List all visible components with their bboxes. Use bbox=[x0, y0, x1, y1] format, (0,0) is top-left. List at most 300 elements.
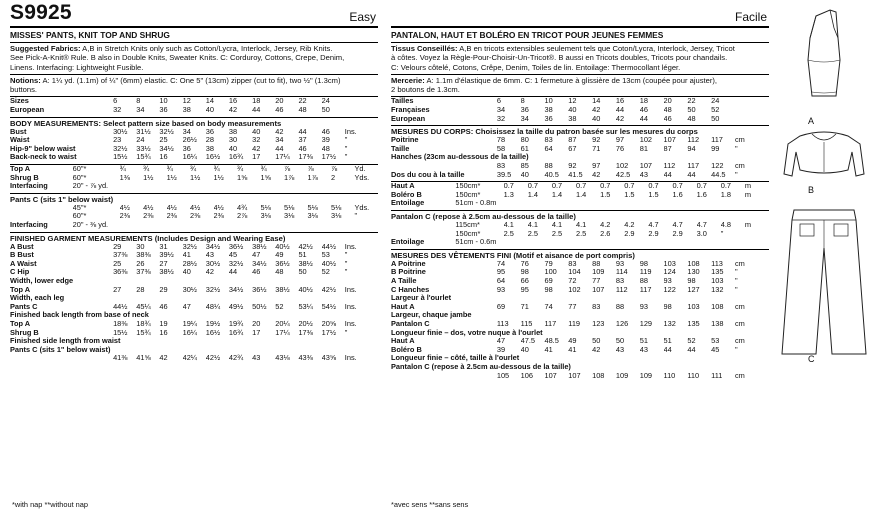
cell-value: 38½ bbox=[252, 242, 267, 251]
cell-value: 18 bbox=[639, 97, 648, 106]
cell-value: ⅞ bbox=[307, 165, 314, 174]
text-line-label: Mercerie: bbox=[391, 75, 425, 85]
cell-value: 42 bbox=[615, 114, 625, 123]
cell-value: 12 bbox=[568, 97, 577, 106]
cell-value: 0.7 bbox=[648, 182, 659, 191]
cell-value: 114 bbox=[615, 268, 628, 277]
cell-value: 150cm* bbox=[455, 229, 481, 238]
row-label: Hip-9" below waist bbox=[10, 144, 76, 153]
table-row bbox=[391, 277, 769, 286]
cell-value: " bbox=[344, 251, 348, 260]
cell-value bbox=[745, 238, 769, 247]
cell-value: 44 bbox=[228, 268, 238, 277]
cell-value bbox=[307, 221, 330, 230]
english-footnote: *with nap **without nap bbox=[12, 500, 89, 509]
cell-value: 34 bbox=[520, 114, 529, 123]
table-row bbox=[391, 238, 769, 247]
cell-value: 79 bbox=[544, 259, 553, 268]
cell-value: 36 bbox=[544, 114, 553, 123]
cell-value: 105 bbox=[496, 371, 510, 380]
cell-value: 3⅛ bbox=[283, 212, 295, 221]
cell-value: 49 bbox=[568, 337, 577, 346]
cell-value: cm bbox=[734, 371, 745, 380]
cell-value: 41 bbox=[568, 345, 577, 354]
cell-value: 117 bbox=[544, 319, 557, 328]
cell-value: cm bbox=[734, 337, 745, 346]
cell-value: 47 bbox=[252, 251, 261, 260]
cell-value: 69 bbox=[544, 276, 553, 285]
cell-value bbox=[721, 199, 745, 208]
cell-value: 16¾ bbox=[228, 328, 244, 337]
row-label: Françaises bbox=[391, 106, 430, 115]
cell-value: 43⅛ bbox=[275, 354, 290, 363]
cell-value: 16 bbox=[228, 97, 238, 106]
cell-value: 44 bbox=[298, 127, 307, 136]
row-label: Tailles bbox=[391, 97, 414, 106]
cell-value: 50 bbox=[321, 106, 330, 115]
text-line bbox=[391, 85, 769, 94]
table-row bbox=[10, 165, 378, 174]
cell-value: 32½ bbox=[205, 285, 221, 294]
cell-value: 93 bbox=[496, 285, 506, 294]
row-label: Entoilage bbox=[391, 199, 425, 208]
cell-value: 61 bbox=[520, 144, 529, 153]
cell-value: 50½ bbox=[252, 302, 267, 311]
cell-value: 26 bbox=[136, 259, 145, 268]
cell-value bbox=[745, 199, 769, 208]
cell-value: 32½ bbox=[228, 259, 244, 268]
cell-value: 31½ bbox=[136, 127, 151, 136]
cell-value: 1⅝ bbox=[260, 173, 271, 182]
text-line-content: buttons. bbox=[10, 85, 38, 95]
cell-value: 45¼ bbox=[136, 302, 151, 311]
cell-value: 88 bbox=[615, 302, 625, 311]
cell-value: 83 bbox=[496, 162, 506, 171]
cell-value: 15¾ bbox=[136, 328, 151, 337]
cell-value: Ins. bbox=[344, 242, 357, 251]
cell-value: 2.5 bbox=[503, 229, 514, 238]
row-label: Finished back length from base of neck bbox=[10, 310, 149, 320]
french-header bbox=[391, 4, 769, 28]
cell-value: " bbox=[354, 212, 358, 221]
cell-value: 41 bbox=[544, 345, 553, 354]
cell-value: 2⅜ bbox=[213, 212, 224, 221]
notions-block bbox=[10, 74, 378, 95]
cell-value bbox=[237, 182, 260, 191]
cell-value: 74 bbox=[496, 259, 506, 268]
cell-value: 4.8 bbox=[720, 221, 732, 230]
cell-value: 2 bbox=[330, 173, 336, 182]
cell-value: 4.7 bbox=[672, 221, 683, 230]
french-pants-yardage-heading: Pantalon C (repose à 2.5cm au-dessous de la taille) bbox=[391, 210, 769, 221]
cell-value: 48¼ bbox=[205, 302, 221, 311]
cell-value: 43⅝ bbox=[321, 354, 336, 363]
cell-value: 39 bbox=[496, 345, 506, 354]
cell-value: " bbox=[734, 276, 738, 285]
text-line-label: Suggested Fabrics: bbox=[10, 44, 81, 53]
cell-value: 30½ bbox=[182, 285, 197, 294]
cell-value: 34 bbox=[136, 106, 145, 115]
cell-value: 53 bbox=[711, 337, 720, 346]
cell-value: 103 bbox=[687, 302, 700, 311]
cell-value: 44½ bbox=[113, 302, 128, 311]
cell-value: 95 bbox=[496, 268, 506, 277]
cell-value: 4.1 bbox=[551, 221, 563, 230]
cell-value: 119 bbox=[568, 319, 581, 328]
english-column bbox=[10, 1, 378, 363]
cell-value: 19¾ bbox=[228, 319, 244, 328]
cell-value: Yds. bbox=[354, 203, 370, 212]
cell-value: 0.7 bbox=[600, 182, 611, 191]
cell-value: ⅞ bbox=[330, 165, 338, 174]
table-row bbox=[391, 230, 769, 239]
yardage-top-shrug-table bbox=[10, 165, 378, 191]
cell-value: 6 bbox=[496, 97, 501, 106]
cell-value bbox=[284, 221, 307, 230]
cell-value: 27 bbox=[159, 259, 168, 268]
cell-value: 106 bbox=[520, 371, 533, 380]
cell-value bbox=[624, 238, 648, 247]
cell-value: 17 bbox=[252, 153, 261, 162]
cell-value bbox=[143, 221, 166, 230]
cell-value: 4.2 bbox=[624, 221, 635, 230]
cell-value: 60"* bbox=[72, 165, 87, 174]
cell-value: 123 bbox=[592, 319, 605, 328]
text-line-content: A: 1.1m d'élastique de 6mm. C: 1 fermeture à glissière de 13cm (coupée pour ajuster), bbox=[424, 75, 718, 85]
cell-value bbox=[331, 221, 354, 230]
cell-value: 74 bbox=[544, 302, 553, 311]
cell-value: 0.7 bbox=[551, 182, 563, 191]
table-row bbox=[10, 136, 378, 145]
cell-value: 103 bbox=[663, 259, 676, 268]
shrug-b-illustration bbox=[780, 130, 868, 180]
cell-value: 52 bbox=[711, 106, 720, 115]
cell-value: 20 bbox=[663, 97, 672, 106]
cell-value: Ins. bbox=[344, 319, 357, 328]
row-label: Pants C bbox=[10, 302, 38, 311]
cell-value: 94 bbox=[687, 144, 696, 153]
cell-value: 1.8 bbox=[720, 190, 732, 199]
cell-value: 1⅝ bbox=[237, 173, 248, 182]
cell-value: 92 bbox=[592, 136, 601, 145]
table-row bbox=[10, 153, 378, 162]
cell-value: cm bbox=[734, 259, 745, 268]
text-line bbox=[10, 53, 378, 62]
cell-value: " bbox=[344, 144, 348, 153]
cell-value: 42 bbox=[592, 345, 601, 354]
text-line bbox=[10, 76, 378, 85]
cell-value: 4.1 bbox=[503, 221, 514, 230]
cell-value: 113 bbox=[496, 319, 509, 328]
table-row bbox=[10, 251, 378, 260]
cell-value: 53 bbox=[321, 251, 330, 260]
cell-value: 41.5 bbox=[568, 170, 583, 179]
cell-value: 107 bbox=[592, 285, 605, 294]
table-row bbox=[10, 182, 378, 191]
cell-value: 4.1 bbox=[575, 221, 587, 230]
cell-value: 5⅛ bbox=[283, 203, 295, 212]
cell-value bbox=[624, 199, 648, 208]
french-difficulty-label: Facile bbox=[734, 10, 767, 24]
cell-value: " bbox=[344, 153, 348, 162]
cell-value: 20½ bbox=[298, 319, 313, 328]
cell-value bbox=[735, 115, 769, 124]
cell-value: 43⅜ bbox=[298, 354, 313, 363]
table-row bbox=[10, 354, 378, 363]
row-label bbox=[391, 230, 455, 239]
cell-value: 112 bbox=[615, 285, 628, 294]
cell-value: ¾ bbox=[143, 165, 150, 174]
text-line-content: Linens. Interfacing: Lightweight Fusible. bbox=[10, 62, 144, 72]
table-row bbox=[391, 191, 769, 200]
cell-value: 40 bbox=[205, 106, 214, 115]
cell-value: 50 bbox=[615, 337, 625, 346]
table-row bbox=[391, 294, 769, 303]
cell-value: 22 bbox=[298, 97, 307, 106]
cell-value: 0.7 bbox=[672, 182, 683, 191]
cell-value: 20" - ⅜ yd. bbox=[72, 221, 109, 230]
cell-value: 85 bbox=[520, 162, 529, 171]
cell-value: 129 bbox=[639, 319, 653, 328]
row-label: Haut A bbox=[391, 182, 415, 191]
cell-value bbox=[552, 199, 576, 208]
cell-value: 36 bbox=[520, 106, 529, 115]
cell-value: ¾ bbox=[190, 165, 197, 174]
difficulty-label: Easy bbox=[349, 10, 376, 24]
cell-value: 117 bbox=[711, 136, 723, 145]
cell-value: 88 bbox=[592, 259, 601, 268]
cell-value: 36⅜ bbox=[113, 268, 128, 277]
cell-value: 17½ bbox=[321, 153, 336, 162]
cell-value: 43 bbox=[615, 345, 625, 354]
cell-value: 83 bbox=[592, 302, 601, 311]
cell-value: 42 bbox=[592, 106, 601, 115]
cell-value: 110 bbox=[687, 371, 700, 380]
row-label bbox=[391, 221, 455, 230]
cell-value: Ins. bbox=[344, 127, 357, 136]
cell-value: 34 bbox=[182, 127, 191, 136]
cell-value: 42½ bbox=[205, 354, 221, 363]
cell-value: 41 bbox=[182, 251, 191, 260]
cell-value: 99 bbox=[711, 144, 720, 153]
cell-value: m bbox=[744, 190, 752, 199]
text-line-content: A: 1¼ yd. (1.1m) of ¼" (6mm) elastic. C: One 5" (13cm) zipper (cut to fit), two ½" (1.3cm) bbox=[40, 75, 341, 85]
cell-value: 52 bbox=[687, 337, 696, 346]
cell-value bbox=[345, 97, 378, 106]
cell-value: 4½ bbox=[190, 203, 201, 212]
row-label: European bbox=[391, 114, 426, 123]
row-label: Entoilage bbox=[391, 238, 425, 247]
cell-value: 112 bbox=[687, 136, 700, 145]
cell-value bbox=[672, 238, 696, 247]
cell-value: 40 bbox=[520, 170, 529, 179]
cell-value bbox=[261, 182, 284, 191]
top-a-illustration bbox=[780, 8, 868, 118]
row-label bbox=[10, 204, 73, 213]
cell-value: ¾ bbox=[213, 165, 220, 174]
table-row bbox=[10, 174, 378, 183]
row-label: A Taille bbox=[391, 276, 417, 285]
table-row bbox=[10, 286, 378, 295]
cell-value: 45 bbox=[711, 345, 720, 354]
cell-value bbox=[167, 182, 190, 191]
cell-value: 24 bbox=[136, 136, 145, 145]
cell-value bbox=[648, 238, 672, 247]
cell-value: 48 bbox=[663, 106, 672, 115]
cell-value: 108 bbox=[592, 371, 605, 380]
cell-value: 4.2 bbox=[600, 221, 611, 230]
cell-value: 88 bbox=[544, 162, 553, 171]
table-row bbox=[391, 260, 769, 269]
cell-value: 54½ bbox=[321, 302, 336, 311]
french-fabrics-block bbox=[391, 42, 769, 72]
cell-value: 40 bbox=[592, 114, 601, 123]
row-label: Top A bbox=[10, 165, 31, 174]
cell-value: 135 bbox=[687, 319, 700, 328]
cell-value: 32 bbox=[252, 136, 261, 145]
row-label: A Poitrine bbox=[391, 259, 426, 268]
cell-value: 37 bbox=[298, 136, 307, 145]
cell-value: m bbox=[744, 182, 752, 191]
row-label bbox=[10, 212, 73, 221]
cell-value: " bbox=[720, 229, 724, 238]
cell-value: 40 bbox=[228, 144, 238, 153]
cell-value: 44 bbox=[687, 170, 696, 179]
row-label: Width, each leg bbox=[10, 293, 65, 303]
cell-value: 37⅜ bbox=[113, 251, 128, 260]
cell-value: 36 bbox=[205, 127, 214, 136]
cell-value: 43 bbox=[639, 345, 648, 354]
cell-value: 46 bbox=[298, 144, 307, 153]
row-label: Taille bbox=[391, 144, 410, 153]
cell-value: 71 bbox=[520, 302, 529, 311]
row-label: Boléro B bbox=[391, 345, 422, 354]
cell-value: 3⅛ bbox=[330, 212, 342, 221]
cell-value: 20⅝ bbox=[321, 319, 336, 328]
cell-value: 109 bbox=[615, 371, 629, 380]
fabrics-block bbox=[10, 42, 378, 72]
pants-c-illustration bbox=[780, 208, 868, 358]
row-label: Finished side length from waist bbox=[10, 336, 121, 346]
cell-value: 98 bbox=[639, 259, 648, 268]
cell-value bbox=[284, 182, 307, 191]
cell-value: 44 bbox=[615, 106, 625, 115]
cell-value: 52 bbox=[275, 302, 284, 311]
cell-value: 2⅜ bbox=[119, 212, 130, 221]
row-label: Longueur finie – côté, taille à l'ourlet bbox=[391, 353, 520, 363]
row-label: Sizes bbox=[10, 97, 29, 106]
cell-value: 4½ bbox=[166, 203, 177, 212]
cell-value: 47.5 bbox=[520, 337, 536, 346]
cell-value: 28½ bbox=[182, 259, 197, 268]
cell-value: 3.0 bbox=[696, 229, 707, 238]
cell-value: 2⅞ bbox=[237, 212, 248, 221]
cell-value bbox=[600, 238, 624, 247]
cell-value bbox=[528, 238, 552, 247]
cell-value bbox=[190, 182, 213, 191]
cell-value: 122 bbox=[711, 162, 724, 171]
table-row bbox=[391, 153, 769, 162]
row-label: A Waist bbox=[10, 259, 37, 268]
text-line-content: A,B in Stretch Knits only such as Cotton/Lycra, Interlock, Jersey, Rib Knits. bbox=[80, 44, 333, 53]
cell-value bbox=[504, 199, 528, 208]
row-label bbox=[391, 162, 497, 171]
cell-value: 50 bbox=[592, 337, 601, 346]
cell-value: 51cm - 0.6m bbox=[455, 238, 497, 247]
cell-value: 76 bbox=[615, 144, 625, 153]
cell-value: 88 bbox=[639, 276, 648, 285]
cell-value: 92 bbox=[568, 162, 577, 171]
cell-value: 0.7 bbox=[624, 182, 635, 191]
cell-value: 46 bbox=[321, 127, 330, 136]
cell-value: 87 bbox=[663, 144, 672, 153]
cell-value: 24 bbox=[321, 97, 330, 106]
cell-value: 46 bbox=[252, 268, 261, 277]
cell-value: 24 bbox=[711, 97, 720, 106]
cell-value: 34½ bbox=[252, 259, 267, 268]
text-line-content: à côtes. Voyez la Règle-Pour-Choisir-Un-Tricot®. B aussi en Tricots doubles, Tricots pour chandails. bbox=[391, 53, 728, 63]
cell-value bbox=[143, 182, 166, 191]
cell-value: 34½ bbox=[159, 144, 174, 153]
cell-value: Ins. bbox=[344, 354, 357, 363]
cell-value: 115cm* bbox=[455, 221, 480, 230]
cell-value: 4½ bbox=[213, 203, 224, 212]
cell-value: 1.4 bbox=[551, 190, 563, 199]
cell-value: 30 bbox=[228, 136, 238, 145]
cell-value: " bbox=[734, 170, 738, 179]
cell-value: 25 bbox=[113, 259, 122, 268]
cell-value: 2.9 bbox=[672, 229, 683, 238]
cell-value: 30 bbox=[136, 242, 145, 251]
cell-value: 39 bbox=[321, 136, 330, 145]
cell-value: 108 bbox=[711, 302, 724, 311]
cell-value: 42 bbox=[252, 144, 261, 153]
garment-illustrations bbox=[780, 8, 868, 388]
cell-value: 2.6 bbox=[600, 229, 611, 238]
cell-value: 15½ bbox=[113, 153, 128, 162]
cell-value: 44 bbox=[252, 106, 261, 115]
table-row bbox=[391, 337, 769, 346]
cell-value: 98 bbox=[663, 302, 672, 311]
cell-value: " bbox=[734, 285, 738, 294]
cell-value: 43 bbox=[252, 354, 261, 363]
cell-value: 20 bbox=[252, 319, 261, 328]
cell-value bbox=[735, 106, 769, 115]
cell-value: 2.5 bbox=[551, 229, 563, 238]
cell-value: 122 bbox=[663, 285, 676, 294]
cell-value: 38 bbox=[182, 106, 191, 115]
cell-value: 69 bbox=[496, 302, 506, 311]
row-label: Hanches (23cm au-dessous de la taille) bbox=[391, 152, 529, 162]
cell-value: 10 bbox=[544, 97, 553, 106]
cell-value: 98 bbox=[544, 285, 553, 294]
cell-value: 109 bbox=[592, 268, 605, 277]
cell-value: 38 bbox=[568, 114, 577, 123]
cell-value: 40 bbox=[182, 268, 191, 277]
cell-value: 43 bbox=[205, 251, 214, 260]
cell-value: 32½ bbox=[113, 144, 128, 153]
cell-value: 150cm* bbox=[455, 190, 481, 199]
cell-value: 0.7 bbox=[503, 182, 514, 191]
row-label: A Bust bbox=[10, 242, 34, 251]
table-row bbox=[10, 260, 378, 269]
cell-value: 16½ bbox=[205, 153, 221, 162]
text-line-content: 2 boutons de 1.3cm. bbox=[391, 85, 460, 95]
cell-value: 38½ bbox=[298, 259, 313, 268]
cell-value: 49½ bbox=[228, 302, 244, 311]
cell-value: " bbox=[344, 259, 348, 268]
cell-value: 3⅛ bbox=[260, 212, 271, 221]
